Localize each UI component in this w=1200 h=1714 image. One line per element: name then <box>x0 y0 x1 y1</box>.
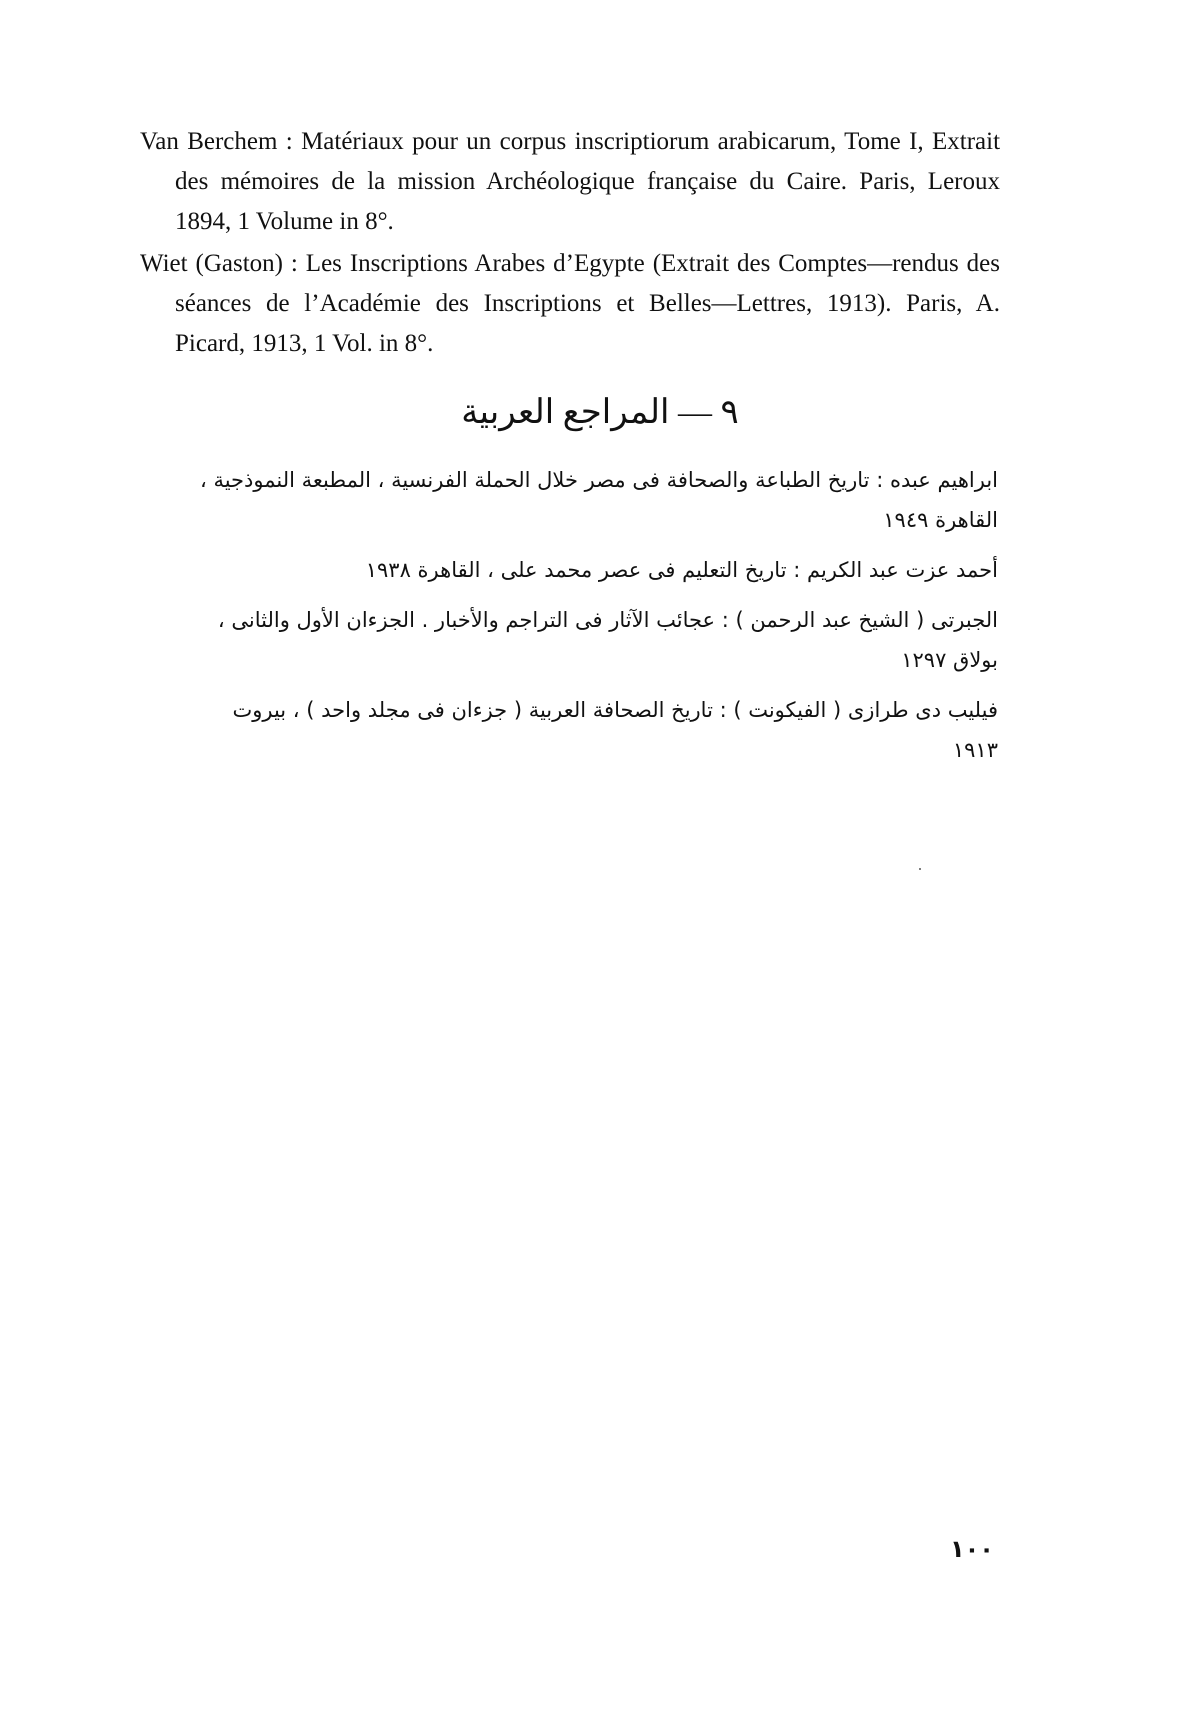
latin-references <box>140 122 1000 366</box>
reference-entry-tarrazi <box>150 690 998 770</box>
reference-text: Les Inscriptions Arabes d’Egypte (Extrait des Comptes—rendus des séances de l’Académie des Inscriptions et Belles—Lettres, 1913). Paris, A. Picard, 1913, 1 Vol. in 8°. <box>175 250 1001 357</box>
reference-entry-ibrahim-abduh <box>150 460 998 540</box>
scan-speck <box>919 868 921 870</box>
arabic-references <box>150 460 998 780</box>
reference-text: Matériaux pour un corpus inscriptiorum arabicarum, Tome I, Extrait des mémoires de la mission Archéologique française du Caire. Paris, Leroux 1894, 1 Volume in 8°. <box>175 128 1001 235</box>
reference-author: Van Berchem : <box>140 128 293 155</box>
reference-line: القاهرة ١٩٤٩ <box>883 508 998 532</box>
reference-line: ابراهيم عبده : تاريخ الطباعة والصحافة فى مصر خلال الحملة الفرنسية ، المطبعة النموذجية ، <box>200 468 998 492</box>
page-number: ١٠٠ <box>950 1535 994 1563</box>
reference-entry-ahmad-izzat <box>150 550 998 590</box>
reference-author: Wiet (Gaston) : <box>140 250 298 277</box>
reference-entry-jabarti <box>150 600 998 680</box>
section-heading: ٩ — المراجع العربية <box>461 394 739 431</box>
reference-line: الجبرتى ( الشيخ عبد الرحمن ) : عجائب الآثار فى التراجم والأخبار . الجزءان الأول والثانى ، <box>217 608 998 632</box>
reference-entry-wiet <box>140 244 1000 364</box>
reference-line: أحمد عزت عبد الكريم : تاريخ التعليم فى عصر محمد على ، القاهرة ١٩٣٨ <box>365 558 998 582</box>
reference-line: فيليب دى طرازى ( الفيكونت ) : تاريخ الصحافة العربية ( جزءان فى مجلد واحد ) ، بيروت <box>232 698 998 722</box>
reference-line: ١٩١٣ <box>952 738 998 762</box>
reference-entry-van-berchem <box>140 122 1000 242</box>
reference-line: بولاق ١٢٩٧ <box>901 648 998 672</box>
